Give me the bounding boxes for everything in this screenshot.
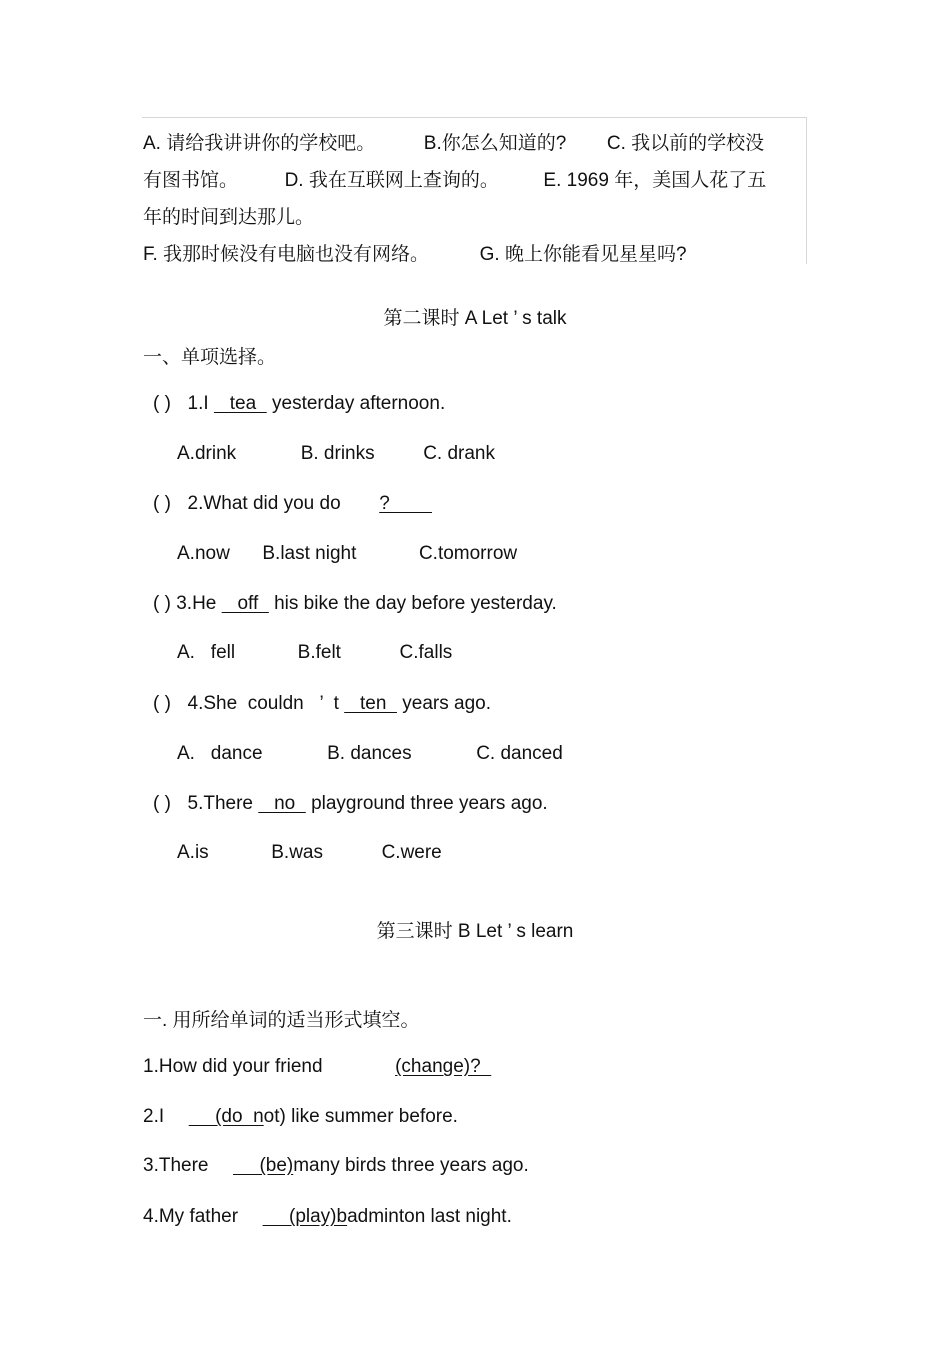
fill-item-stem-end: ot) like summer before.	[263, 1106, 458, 1127]
option: C.falls	[399, 642, 453, 663]
option: A.is	[177, 842, 209, 863]
answer-paren[interactable]: ( )	[153, 393, 171, 414]
option: A. dance	[177, 743, 263, 764]
answer-blank[interactable]: off	[221, 593, 269, 614]
option: B.felt	[297, 642, 341, 663]
fill-item-stem: 1.How did your friend	[143, 1056, 323, 1077]
option-c-text: C. 我以前的学校没	[606, 133, 765, 154]
box-line-3	[143, 202, 314, 229]
fill-item-3	[143, 1155, 529, 1177]
option-d-text: D. 我在互联网上查询的。	[284, 170, 499, 191]
question-4-options	[177, 743, 563, 765]
question-stem-end: his bike the day before yesterday.	[274, 593, 557, 614]
question-2	[153, 493, 432, 515]
fill-item-stem-end: many birds three years ago.	[293, 1155, 529, 1176]
lesson2-title: 第二课时 A Let ’ s talk	[383, 308, 567, 329]
option: C.tomorrow	[418, 543, 518, 564]
option: B.was	[271, 842, 323, 863]
question-stem: 5.There	[187, 793, 253, 814]
question-3-options	[177, 642, 452, 664]
option: B.last night	[262, 543, 357, 564]
question-stem: 4.She couldn ’ t	[187, 693, 339, 714]
option: C. danced	[476, 743, 563, 764]
option-f-text: F. 我那时候没有电脑也没有网络。	[143, 244, 430, 265]
option-e-text: E. 1969 年，美国人花了五	[543, 170, 767, 191]
option-g-text: G. 晚上你能看见星星吗?	[479, 244, 687, 265]
question-stem: 2.What did you do	[187, 493, 341, 514]
question-5	[153, 793, 548, 815]
answer-paren[interactable]: ( )	[153, 693, 171, 714]
fill-item-4	[143, 1206, 512, 1228]
answer-blank[interactable]: ?	[379, 493, 433, 514]
answer-blank[interactable]: no	[258, 793, 306, 814]
option: B. dances	[327, 743, 412, 764]
option-b-text: B.你怎么知道的?	[423, 133, 567, 154]
question-stem-end: years ago.	[402, 693, 491, 714]
option: B. drinks	[300, 443, 375, 464]
box-line-1	[143, 128, 764, 155]
question-1	[153, 393, 445, 415]
question-stem-end: playground three years ago.	[311, 793, 548, 814]
question-stem: 3.He	[176, 593, 217, 614]
question-2-options	[177, 543, 517, 565]
fill-blank[interactable]: (do n	[188, 1106, 264, 1127]
option: C.were	[381, 842, 442, 863]
option-a-text: A. 请给我讲讲你的学校吧。	[143, 133, 376, 154]
question-3	[153, 593, 557, 615]
answer-blank[interactable]: tea	[213, 393, 267, 414]
box-line-4	[143, 239, 687, 266]
option: A. fell	[177, 642, 236, 663]
box-line-2	[143, 165, 766, 192]
answer-blank[interactable]: ten	[344, 693, 397, 714]
lesson3-title: 第三课时 B Let ’ s learn	[376, 921, 574, 942]
question-stem: 1.I	[187, 393, 209, 414]
question-stem-end: yesterday afternoon.	[272, 393, 446, 414]
fill-item-stem: 4.My father	[143, 1206, 239, 1227]
answer-paren[interactable]: ( )	[153, 493, 171, 514]
lesson3-section-heading: 一. 用所给单词的适当形式填空。	[143, 1010, 420, 1031]
fill-item-2	[143, 1106, 458, 1128]
option: C. drank	[423, 443, 495, 464]
fill-item-stem: 3.There	[143, 1155, 209, 1176]
question-4	[153, 693, 491, 715]
fill-blank[interactable]: (be)	[233, 1155, 294, 1176]
option-e-continued: 年的时间到达那儿。	[143, 207, 315, 228]
fill-blank[interactable]: (change)?	[395, 1056, 492, 1077]
lesson2-section-heading: 一、单项选择。	[143, 347, 277, 368]
fill-item-stem: 2.I	[143, 1106, 165, 1127]
question-1-options	[177, 443, 495, 465]
option-c-continued: 有图书馆。	[143, 170, 239, 191]
question-5-options	[177, 842, 442, 864]
fill-item-1	[143, 1056, 491, 1078]
answer-paren[interactable]: ( )	[153, 793, 171, 814]
fill-item-stem-end: adminton last night.	[347, 1206, 512, 1227]
answer-paren[interactable]: ( )	[153, 593, 171, 614]
option: A.drink	[177, 443, 237, 464]
fill-blank[interactable]: (play)b	[262, 1206, 348, 1227]
option: A.now	[177, 543, 230, 564]
